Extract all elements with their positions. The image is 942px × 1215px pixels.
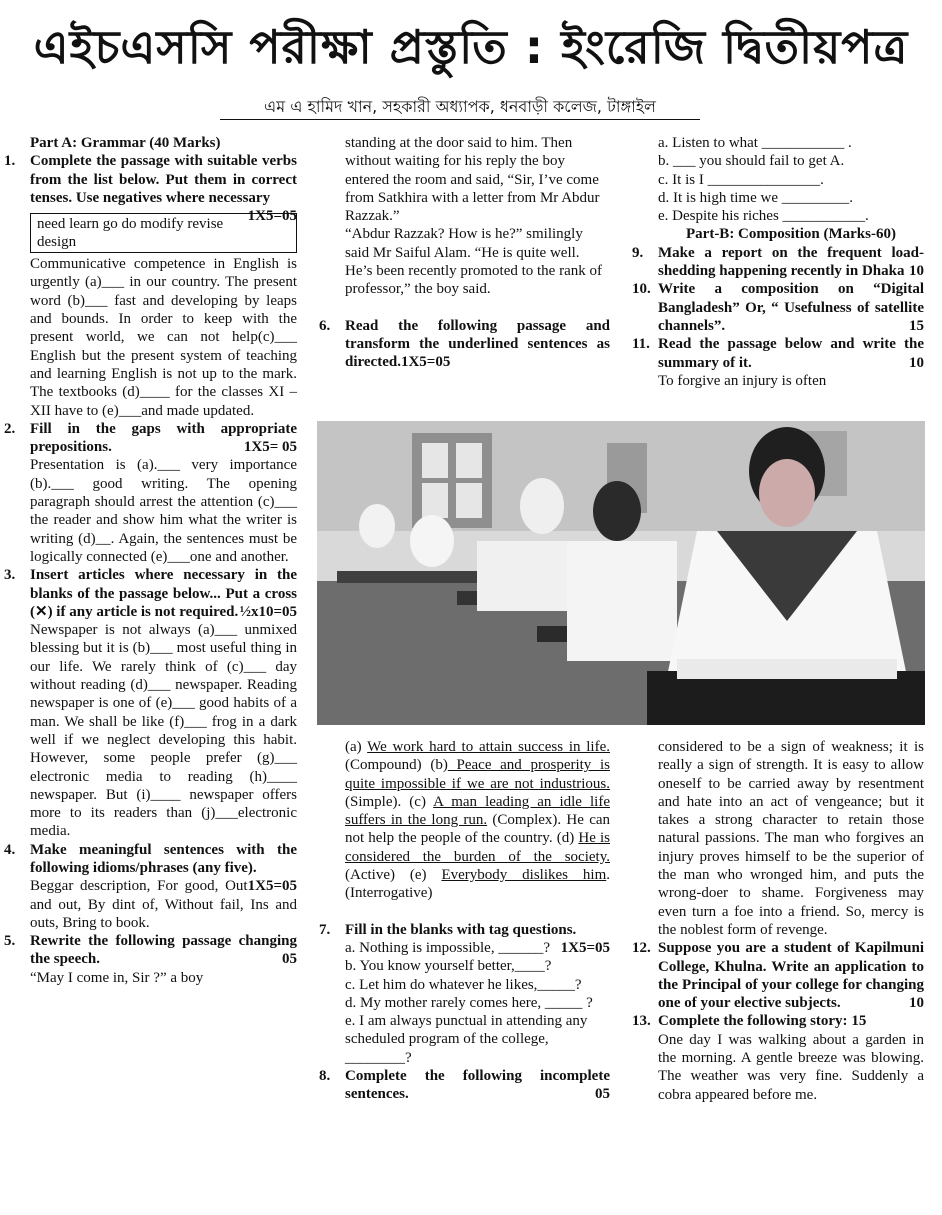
- exam-hall-illustration: [317, 421, 925, 725]
- question-4: 4. Make meaningful sentences with the following idioms/phrases (any five). 1X5=05: [4, 841, 297, 895]
- question-4-text: Make meaningful sentences with the following idioms/phrases (any five).: [30, 841, 297, 876]
- question-8-item-d: d. It is high time we _________.: [658, 189, 853, 206]
- question-6-marks: 1X5=05: [400, 354, 451, 371]
- question-9-marks: 10: [909, 263, 924, 280]
- question-3-text: Insert articles where necessary in the blanks of the passage below... Put a cross (✕) if any article is not required.: [30, 567, 297, 620]
- question-10: 10. Write a composition on “Digital Bangladesh” Or, “ Usefulness of satellite channels”. 15: [632, 281, 924, 334]
- column-2-top: [319, 134, 610, 372]
- question-2-passage: Presentation is (a).___ very importance (b).___ good writing. The opening paragraph should arrest the attention (c)___ the reader and show him what the writer is writing (d)__. Again, the sentences must be logically connected (e)___one and another.: [30, 457, 297, 565]
- question-7-item-a: a. Nothing is impossible, ______?: [345, 939, 550, 956]
- question-8-item-b: b. ___ you should fail to get A.: [658, 153, 845, 170]
- question-6: 6. Read the following passage and transform the underlined sentences as directed.1X5=05: [319, 317, 610, 371]
- question-13-text: Complete the following story:: [658, 1013, 848, 1030]
- question-8: 8. Complete the following incomplete sentences. 05: [319, 1068, 610, 1103]
- question-7-marks: 1X5=05: [560, 939, 610, 956]
- question-7-item-c: c. Let him do whatever he likes,_____?: [345, 976, 582, 993]
- question-12-marks: 10: [909, 995, 924, 1012]
- question-1: 1. Complete the passage with suitable verbs from the list below. Put them in correct tenses. Use negatives where necessary 1X5=05: [4, 153, 297, 225]
- question-12: 12. Suppose you are a student of Kapilmuni College, Khulna. Write an application to the Principal of your college for changing one of your elective subjects. 10: [632, 940, 924, 1012]
- word-list-box: need learn go do modify revise design: [30, 213, 297, 253]
- question-11-passage-start: To forgive an injury is often: [658, 372, 827, 389]
- page-title: এইচএসসি পরীক্ষা প্রস্তুতি : ইংরেজি দ্বিতীয়পত্র: [33, 20, 909, 74]
- question-8-marks: 05: [595, 1086, 610, 1103]
- question-2-text: Fill in the gaps with appropriate prepositions.: [30, 420, 297, 456]
- question-3: 3. Insert articles where necessary in the blanks of the passage below... Put a cross (✕) if any article is not required. ½x10=05: [4, 567, 297, 620]
- column-2-bottom: [319, 738, 611, 1104]
- question-2: 2. Fill in the gaps with appropriate prepositions. 1X5= 05: [4, 420, 297, 456]
- question-5-passage-start: “May I come in, Sir ?” a boy: [30, 969, 204, 986]
- question-5-marks: 05: [282, 951, 297, 968]
- question-7: 7. Fill in the blanks with tag questions. 1X5=05: [319, 921, 610, 956]
- question-5-passage-end: “Abdur Razzak? How is he?” smilingly said Mr Saiful Alam. “He is quite well. He’s been recently promoted to the rank of professor,” the boy said.: [345, 226, 602, 298]
- question-5-text: Rewrite the following passage changing the speech.: [30, 933, 297, 968]
- question-8-item-e: e. Despite his riches ___________.: [658, 208, 869, 225]
- question-6-passage: (a) We work hard to attain success in life. (Compound) (b) Peace and prosperity is quite impossible if we are not industrious. (Simple). (c) A man leading an idle life suffers in the long run. (Complex). He can not help the people of the country. (d) He is considered the burden of the society. (Active) (e) Everybody dislikes him. (Interrogative): [345, 739, 611, 902]
- question-6-text: Read the following passage and transform the underlined sentences as directed.: [345, 317, 610, 371]
- question-9: 9. Make a report on the frequent load-shedding happening recently in Dhaka 10: [632, 244, 924, 280]
- question-13-passage: One day I was walking about a garden in the morning. A gentle breeze was blowing. The weather was very fine. Suddenly a cobra appeared before me.: [658, 1031, 924, 1103]
- question-7-item-e: e. I am always punctual in attending any scheduled program of the college, ________?: [345, 1013, 588, 1066]
- question-10-text: Write a composition on “Digital Bangladesh” Or, “ Usefulness of satellite channels”.: [658, 281, 924, 334]
- question-10-marks: 15: [909, 317, 924, 334]
- question-8-item-a: a. Listen to what ___________ .: [658, 135, 852, 151]
- part-b-heading: Part-B: Composition (Marks-60): [686, 226, 896, 243]
- question-1-passage: Communicative competence in English is urgently (a)___ in our country. The present word (b)___ fast and developing by leaps and bounds. In order to keep with the present world, we can not help(c)___ English but the present system of teaching and learning English is not up to the mark. The textbooks (d)____ for the classes XI – XII have to (e)___and made updated.: [30, 256, 297, 419]
- question-7-item-b: b. You know yourself better,____?: [345, 958, 552, 975]
- question-11-marks: 10: [909, 354, 924, 371]
- question-1-marks: 1X5=05: [247, 208, 297, 225]
- column-3-top: [632, 134, 924, 390]
- question-4-marks: 1X5=05: [247, 878, 297, 895]
- question-8-text: Complete the following incomplete sentences.: [345, 1068, 610, 1103]
- question-12-text: Suppose you are a student of Kapilmuni College, Khulna. Write an application to the Principal of your college for changing one of your elective subjects.: [658, 940, 924, 1012]
- question-3-marks: ½x10=05: [239, 603, 297, 620]
- part-a-heading: Part A: Grammar (40 Marks): [30, 135, 221, 151]
- question-11-text: Read the passage below and write the summary of it.: [658, 336, 924, 371]
- exam-hall-photo: [317, 421, 925, 725]
- author-byline: এম এ হামিদ খান, সহকারী অধ্যাপক, ধনবাড়ী কলেজ, টাঙ্গাইল: [220, 95, 700, 120]
- question-5: 5. Rewrite the following passage changing the speech. 05: [4, 933, 297, 968]
- question-13: 13. Complete the following story: 15: [632, 1013, 867, 1030]
- question-7-item-d: d. My mother rarely comes here, _____ ?: [345, 994, 593, 1011]
- question-5-passage-cont: standing at the door said to him. Then without waiting for his reply the boy entered the room and said, “Sir, I’ve come from Satkhira with a letter from Mr Abdur Razzak.”: [345, 135, 600, 225]
- column-1: [4, 134, 297, 987]
- question-7-text: Fill in the blanks with tag questions.: [345, 921, 577, 938]
- question-3-passage: Newspaper is not always (a)___ unmixed blessing but it is (b)___ most useful thing in our life. We rarely think of (c)___ day without reading (d)___ newspaper. Reading newspaper is one of (e)___ good habits of a man. We shall be like (f)___ frog in a dark well if we neglect developing this habit. However, some people prefer (g)___ electronic media to reading (h)____ newspaper. But (i)____ newspaper offers more to its readers than (j)___electronic media.: [30, 622, 297, 840]
- question-11: 11. Read the passage below and write the summary of it. 10: [632, 336, 924, 371]
- question-1-text: Complete the passage with suitable verbs from the list below. Put them in correct tenses. Use negatives where necessary: [30, 153, 297, 206]
- question-11-passage: considered to be a sign of weakness; it is really a sign of strength. It is easy to allow oneself to be carried away by resentment and hate into an act of vengeance; but it takes a strong character to retain those natural passions. The man who forgives an injury proves himself to be the superior of the man who wronged him, and puts the wrong-doer to shame. Forgiveness may even turn a foe into a friend. So, mercy is the noblest form of revenge.: [658, 739, 924, 938]
- question-4-passage: Beggar description, For good, Out and out, By dint of, Without fail, Ins and outs, Bring to book.: [30, 878, 297, 931]
- question-8-item-c: c. It is I _______________.: [658, 171, 824, 188]
- question-2-marks: 1X5= 05: [243, 439, 297, 456]
- column-3-bottom: [632, 738, 924, 1104]
- question-9-text: Make a report on the frequent load-shedding happening recently in Dhaka: [658, 244, 924, 280]
- question-13-marks: 15: [851, 1013, 867, 1030]
